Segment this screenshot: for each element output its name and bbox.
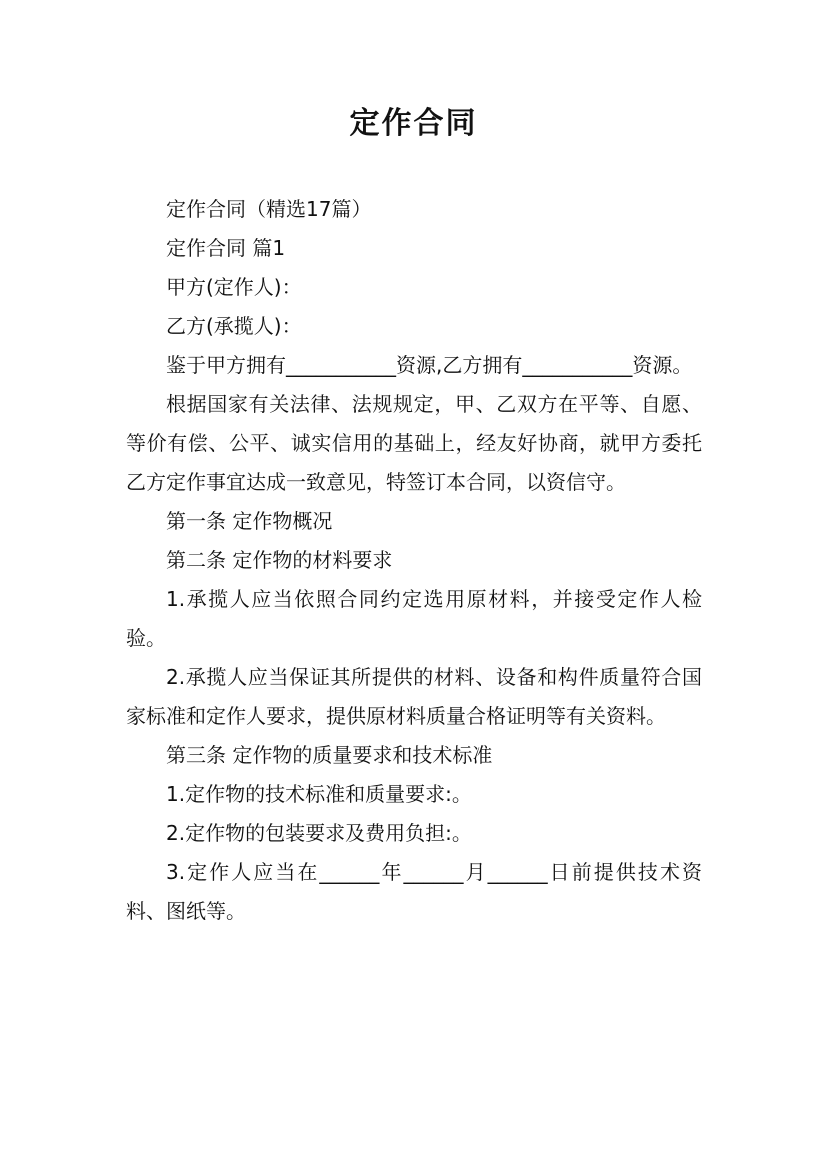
paragraph-clause-3-item-3: 3.定作人应当在______年______月______日前提供技术资料、图纸等。	[126, 860, 702, 923]
document-body	[126, 190, 702, 931]
paragraph-clause-3: 第三条 定作物的质量要求和技术标准	[166, 743, 493, 767]
paragraph-clause-2-item-2: 2.承揽人应当保证其所提供的材料、设备和构件质量符合国家标准和定作人要求，提供原材料质量合格证明等有关资料。	[126, 665, 702, 728]
paragraph-clause-3-item-1: 1.定作物的技术标准和质量要求:。	[166, 782, 472, 806]
paragraph-resources: 鉴于甲方拥有___________资源,乙方拥有___________资源。	[166, 353, 693, 377]
paragraph-subtitle: 定作合同（精选17篇）	[166, 197, 372, 221]
paragraph-article-heading: 定作合同 篇1	[166, 236, 286, 260]
document-title: 定作合同	[349, 106, 478, 141]
paragraph-clause-2-item-1: 1.承揽人应当依照合同约定选用原材料，并接受定作人检验。	[126, 587, 702, 650]
paragraph-party-b: 乙方(承揽人)：	[166, 314, 302, 338]
paragraph-preamble: 根据国家有关法律、法规规定，甲、乙双方在平等、自愿、等价有偿、公平、诚实信用的基础上，经友好协商，就甲方委托乙方定作事宜达成一致意见，特签订本合同，以资信守。	[126, 392, 702, 494]
paragraph-party-a: 甲方(定作人)：	[166, 275, 302, 299]
paragraph-clause-2: 第二条 定作物的材料要求	[166, 548, 393, 572]
paragraph-clause-3-item-2: 2.定作物的包装要求及费用负担:。	[166, 821, 472, 845]
paragraph-clause-1: 第一条 定作物概况	[166, 509, 333, 533]
